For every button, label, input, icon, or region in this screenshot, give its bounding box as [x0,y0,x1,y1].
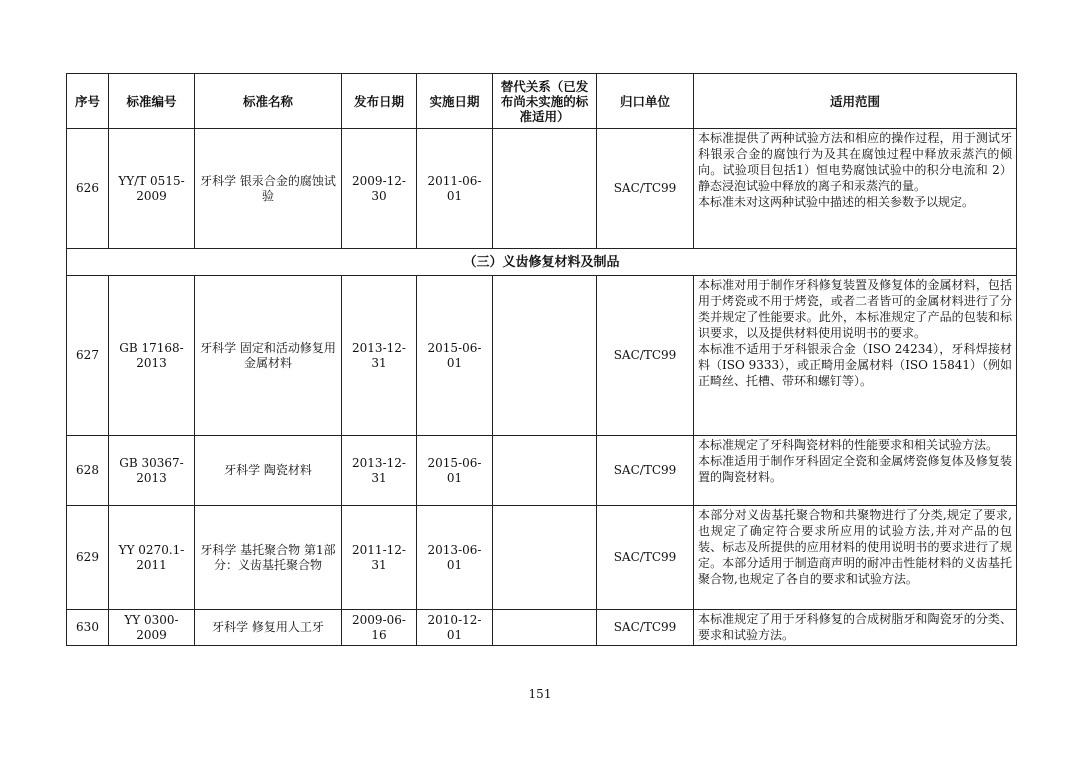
cell-scope: 本标准规定了牙科陶瓷材料的性能要求和相关试验方法。 本标准适用于制作牙科固定全瓷和金属烤瓷修复体及修复装置的陶瓷材料。 [694,436,1017,506]
cell-name: 牙科学 固定和活动修复用金属材料 [195,276,342,436]
cell-replace [493,610,597,646]
cell-publish-date: 2013-12-31 [342,276,417,436]
cell-code: YY/T 0515-2009 [109,129,195,249]
header-unit: 归口单位 [597,74,694,129]
cell-code: GB 30367-2013 [109,436,195,506]
cell-seq: 629 [67,506,109,610]
cell-publish-date: 2013-12-31 [342,436,417,506]
cell-unit: SAC/TC99 [597,129,694,249]
cell-replace [493,436,597,506]
section-row [67,249,1017,276]
cell-effective-date: 2011-06-01 [417,129,493,249]
header-replace: 替代关系（已发布尚未实施的标准适用） [493,74,597,129]
cell-unit: SAC/TC99 [597,436,694,506]
cell-name: 牙科学 陶瓷材料 [195,436,342,506]
header-publish-date: 发布日期 [342,74,417,129]
table-row [67,436,1017,506]
cell-publish-date: 2009-12-30 [342,129,417,249]
header-effective-date: 实施日期 [417,74,493,129]
header-seq: 序号 [67,74,109,129]
cell-replace [493,129,597,249]
section-title: （三）义齿修复材料及制品 [67,249,1017,276]
standards-table [66,73,1017,646]
table-row [67,129,1017,249]
cell-name: 牙科学 修复用人工牙 [195,610,342,646]
cell-scope: 本标准对用于制作牙科修复装置及修复体的金属材料，包括用于烤瓷或不用于烤瓷，或者二者皆可的金属材料进行了分类并规定了性能要求。此外，本标准规定了产品的包装和标识要求，以及提供材料使用说明书的要求。 本标准不适用于牙科银汞合金（ISO 24234），牙科焊接材料（ISO 9333），或正畸用金属材料（ISO 15841）（例如正畸丝、托槽、带环和螺钉等）。 [694,276,1017,436]
cell-seq: 626 [67,129,109,249]
cell-code: YY 0300-2009 [109,610,195,646]
cell-seq: 628 [67,436,109,506]
cell-unit: SAC/TC99 [597,276,694,436]
header-name: 标准名称 [195,74,342,129]
cell-unit: SAC/TC99 [597,506,694,610]
cell-name: 牙科学 银汞合金的腐蚀试验 [195,129,342,249]
cell-effective-date: 2015-06-01 [417,436,493,506]
table-row [67,276,1017,436]
page-number: 151 [528,687,552,701]
cell-replace [493,506,597,610]
cell-name: 牙科学 基托聚合物 第1部分：义齿基托聚合物 [195,506,342,610]
table-header-row [67,74,1017,129]
header-scope: 适用范围 [694,74,1017,129]
cell-effective-date: 2013-06-01 [417,506,493,610]
cell-scope: 本标准提供了两种试验方法和相应的操作过程，用于测试牙科银汞合金的腐蚀行为及其在腐蚀过程中释放汞蒸汽的倾向。试验项目包括1）恒电势腐蚀试验中的积分电流和 2）静态浸泡试验中释放的离子和汞蒸汽的量。 本标准未对这两种试验中描述的相关参数予以规定。 [694,129,1017,249]
cell-publish-date: 2011-12-31 [342,506,417,610]
cell-replace [493,276,597,436]
header-code: 标准编号 [109,74,195,129]
cell-code: GB 17168-2013 [109,276,195,436]
cell-unit: SAC/TC99 [597,610,694,646]
cell-publish-date: 2009-06-16 [342,610,417,646]
cell-seq: 630 [67,610,109,646]
table-row [67,610,1017,646]
cell-effective-date: 2010-12-01 [417,610,493,646]
cell-effective-date: 2015-06-01 [417,276,493,436]
cell-seq: 627 [67,276,109,436]
cell-code: YY 0270.1-2011 [109,506,195,610]
cell-scope: 本标准规定了用于牙科修复的合成树脂牙和陶瓷牙的分类、要求和试验方法。 [694,610,1017,646]
table-row [67,506,1017,610]
cell-scope: 本部分对义齿基托聚合物和共聚物进行了分类,规定了要求,也规定了确定符合要求所应用的试验方法,并对产品的包装、标志及所提供的应用材料的使用说明书的要求进行了规定。本部分适用于制造商声明的耐冲击性能材料的义齿基托聚合物,也规定了各自的要求和试验方法。 [694,506,1017,610]
